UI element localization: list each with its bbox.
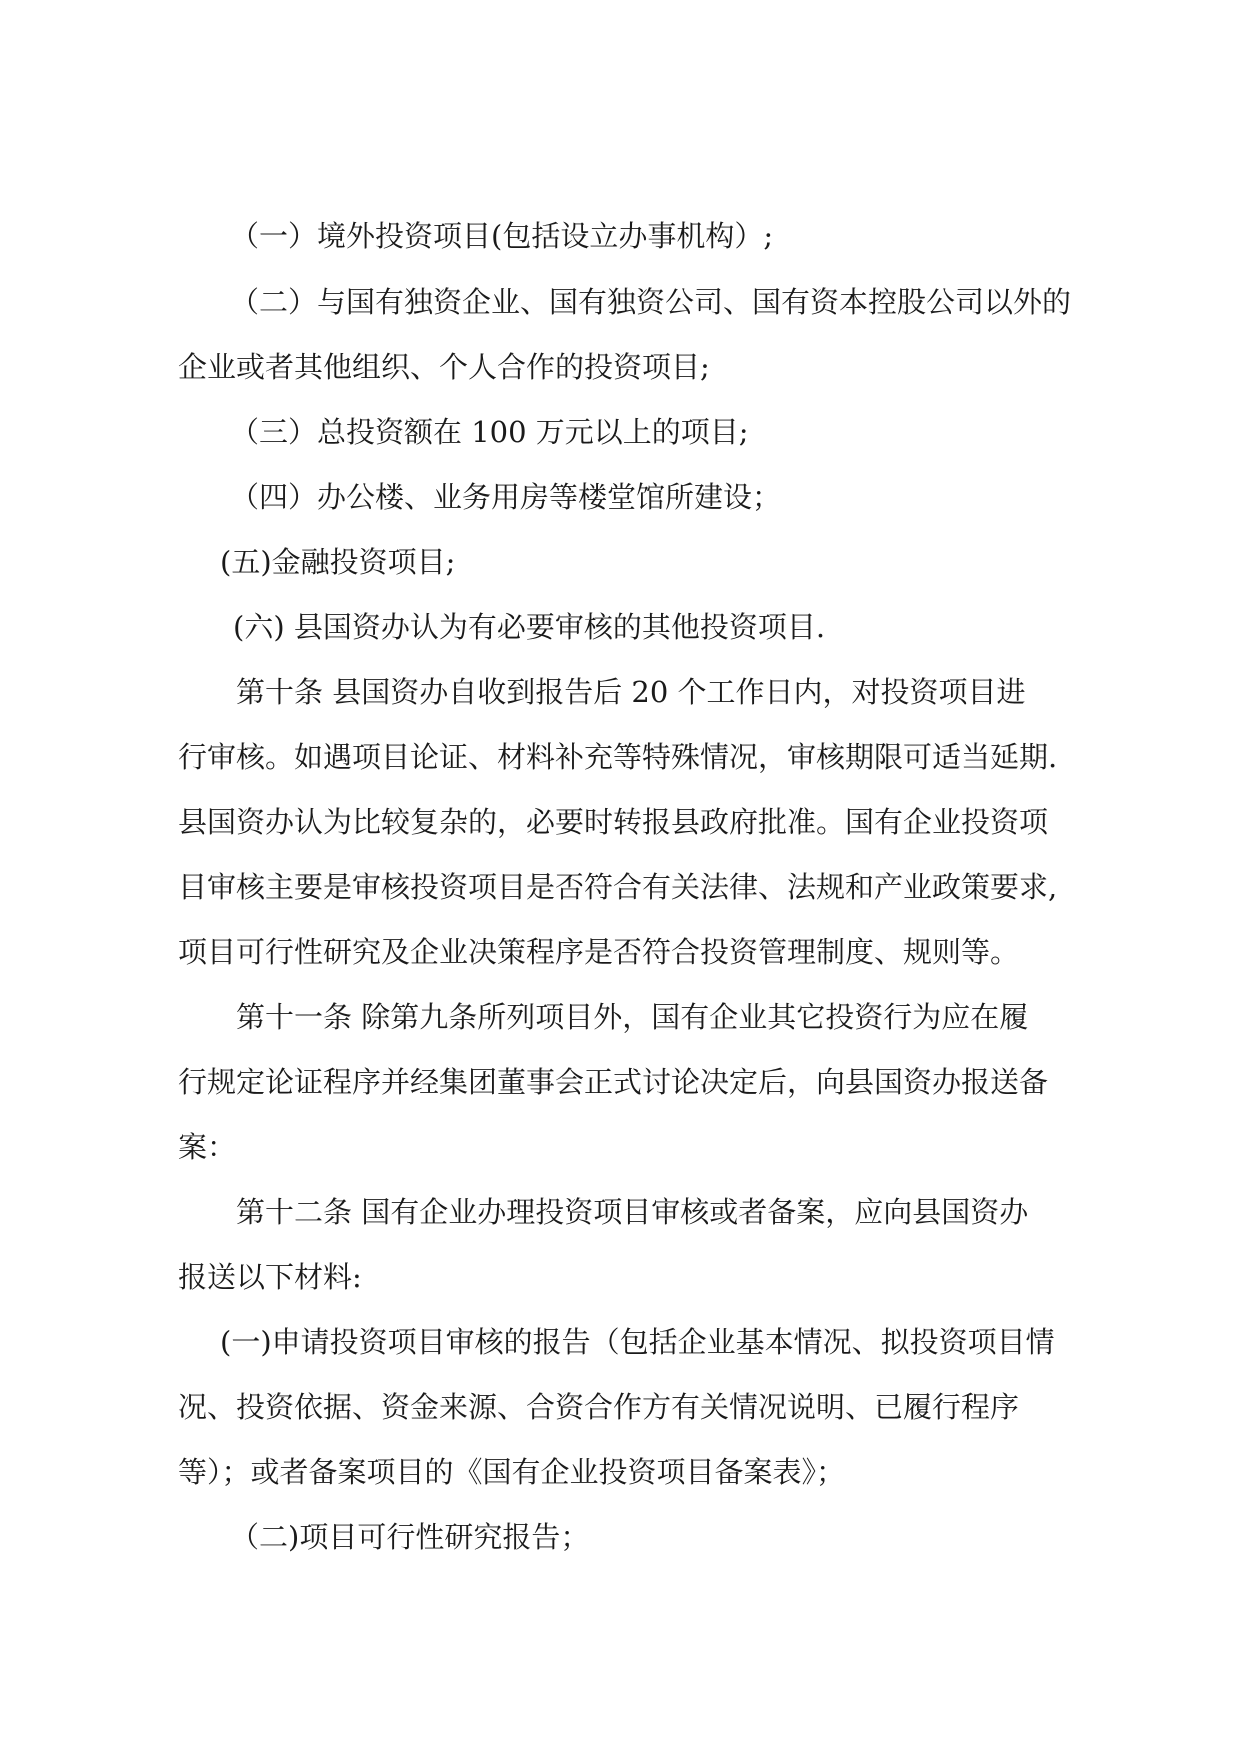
text-line: （一）境外投资项目(包括设立办事机构）; [230, 219, 774, 253]
text-line: 第十条 县国资办自收到报告后 20 个工作日内，对投资项目进 [236, 675, 1026, 709]
text-line: （二)项目可行性研究报告； [230, 1520, 590, 1554]
text-line: （二）与国有独资企业、国有独资公司、国有资本控股公司以外的 [230, 285, 1072, 319]
text-line: 企业或者其他组织、个人合作的投资项目; [178, 350, 710, 384]
text-line: 县国资办认为比较复杂的，必要时转报县政府批准。国有企业投资项 [178, 805, 1049, 839]
text-line: 况、投资依据、资金来源、合资合作方有关情况说明、已履行程序 [178, 1390, 1020, 1424]
text-line: (六) 县国资办认为有必要审核的其他投资项目. [233, 610, 826, 644]
text-line: (五)金融投资项目; [220, 545, 456, 579]
text-line: 等）；或者备案项目的《国有企业投资项目备案表》； [178, 1455, 846, 1489]
text-line: （四）办公楼、业务用房等楼堂馆所建设； [230, 480, 782, 514]
text-line: 项目可行性研究及企业决策程序是否符合投资管理制度、规则等。 [178, 935, 1020, 969]
text-line: 行审核。如遇项目论证、材料补充等特殊情况，审核期限可适当延期. [178, 740, 1058, 774]
text-line: （三）总投资额在 100 万元以上的项目; [230, 415, 749, 449]
text-line: 第十二条 国有企业办理投资项目审核或者备案，应向县国资办 [236, 1195, 1029, 1229]
text-line: 报送以下材料: [178, 1260, 362, 1294]
text-line: 第十一条 除第九条所列项目外，国有企业其它投资行为应在履 [236, 1000, 1029, 1034]
text-line: 目审核主要是审核投资项目是否符合有关法律、法规和产业政策要求, [178, 870, 1058, 904]
text-line: (一)申请投资项目审核的报告（包括企业基本情况、拟投资项目情 [220, 1325, 1055, 1359]
text-line: 案： [178, 1130, 237, 1164]
text-line: 行规定论证程序并经集团董事会正式讨论决定后，向县国资办报送备 [178, 1065, 1049, 1099]
